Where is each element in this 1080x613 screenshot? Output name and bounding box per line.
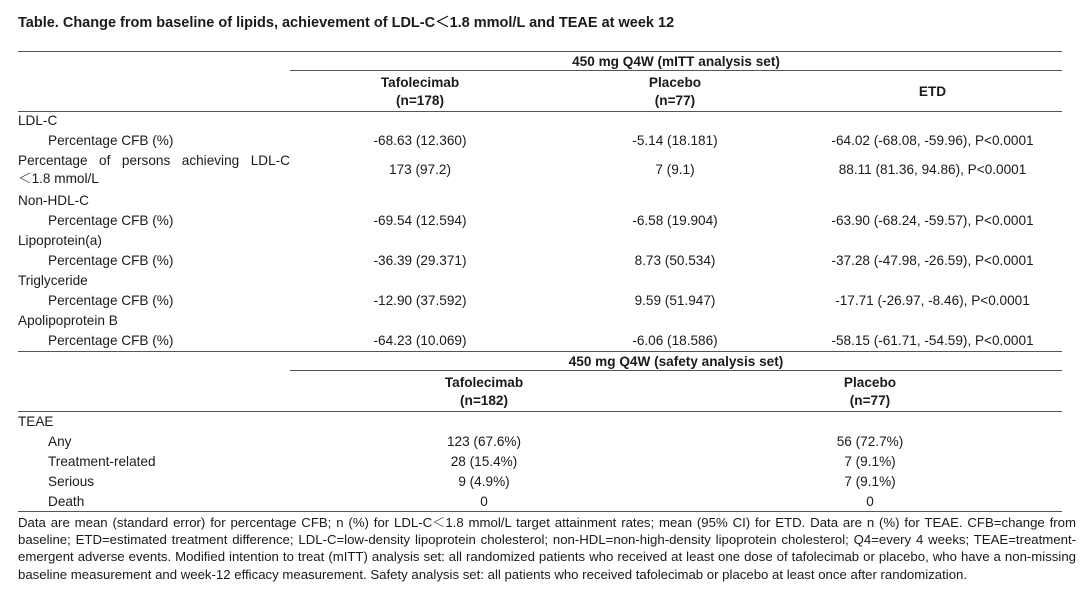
row-label-teae: TEAE: [18, 414, 54, 429]
table-cell: -69.54 (12.594): [373, 213, 467, 228]
table-cell: 56 (72.7%): [836, 434, 904, 449]
row-label: Any: [48, 434, 72, 449]
table-cell: -17.71 (-26.97, -8.46), P<0.0001: [835, 293, 1030, 308]
table-cell: 28 (15.4%): [450, 454, 518, 469]
row-label: Death: [48, 494, 85, 509]
table-title: Table. Change from baseline of lipids, achievement of LDL-C＜1.8 mmol/L and TEAE at week 12: [18, 15, 675, 31]
row-label-lipoprotein-a: Lipoprotein(a): [18, 233, 102, 248]
table-cell: -6.06 (18.586): [632, 333, 718, 348]
row-label: Percentage CFB (%): [48, 293, 174, 308]
table-cell: -64.02 (-68.08, -59.96), P<0.0001: [831, 133, 1034, 148]
column-header-tafolecimab-n: (n=178): [396, 93, 444, 108]
table-cell: -5.14 (18.181): [632, 133, 718, 148]
table-cell: -6.58 (19.904): [632, 213, 718, 228]
row-label: Percentage CFB (%): [48, 333, 174, 348]
table-cell: -68.63 (12.360): [373, 133, 467, 148]
table-cell: 0: [480, 494, 488, 509]
table-cell: -12.90 (37.592): [373, 293, 467, 308]
table-cell: -36.39 (29.371): [373, 253, 467, 268]
row-label-apolipoprotein-b: Apolipoprotein B: [18, 313, 118, 328]
column-header-etd: ETD: [918, 84, 947, 99]
table-footnote: Data are mean (standard error) for percentage CFB; n (%) for LDL-C＜1.8 mmol/L target attainment rates; mean (95% CI) for ETD. Data are n (%) for TEAE. CFB=change from baseline; ETD=estimated treatment difference; LDL-C=low-density lipoprotein cholesterol; non-HDL=non-high-density lipoprotein cholesterol; Q4=every 4 weeks; TEAE=treatment-emergent adverse events. Modified intention to treat (mITT) analysis set: all randomized patients who received at least one dose of tafolecimab or placebo, who have a non-missing baseline measurement and week-12 efficacy measurement. Safety analysis set: all patients who received tafolecimab or placebo at least once after randomization.: [18, 515, 1076, 582]
row-label-non-hdl-c: Non-HDL-C: [18, 193, 90, 208]
table-cell: 0: [866, 494, 874, 509]
table-cell: 173 (97.2): [389, 162, 451, 177]
column-header-tafolecimab: Tafolecimab: [380, 75, 460, 90]
efficacy-header-rule: [18, 111, 1062, 112]
row-label: Treatment-related: [48, 454, 156, 469]
table-cell: 7 (9.1%): [844, 474, 896, 489]
row-label: Percentage CFB (%): [48, 133, 174, 148]
row-label-triglyceride: Triglyceride: [18, 273, 88, 288]
table-cell: 7 (9.1%): [844, 454, 896, 469]
safety-group-rule: [290, 370, 1062, 371]
table-cell: 9.59 (51.947): [634, 293, 716, 308]
safety-top-rule: [18, 351, 1062, 352]
table-cell: -64.23 (10.069): [373, 333, 467, 348]
safety-group-header: 450 mg Q4W (safety analysis set): [568, 354, 784, 369]
row-label: Percentage CFB (%): [48, 253, 174, 268]
table-cell: 123 (67.6%): [446, 434, 522, 449]
table-cell: 7 (9.1): [655, 162, 695, 177]
bottom-rule: [18, 511, 1062, 512]
table-cell: 9 (4.9%): [458, 474, 510, 489]
row-label: Percentage CFB (%): [48, 213, 174, 228]
table-cell: -63.90 (-68.24, -59.57), P<0.0001: [831, 213, 1034, 228]
safety-column-header-placebo: Placebo: [843, 375, 897, 390]
row-label: Percentage of persons achieving LDL-C: [18, 153, 290, 168]
safety-column-header-tafolecimab: Tafolecimab: [444, 375, 524, 390]
column-header-placebo: Placebo: [648, 75, 702, 90]
safety-column-header-tafolecimab-n: (n=182): [460, 393, 508, 408]
safety-header-rule: [18, 411, 1062, 412]
table-cell: -37.28 (-47.98, -26.59), P<0.0001: [831, 253, 1034, 268]
row-label-line2: ＜1.8 mmol/L: [18, 171, 99, 186]
column-header-placebo-n: (n=77): [654, 93, 696, 108]
row-label-ldl-c: LDL-C: [18, 113, 58, 128]
efficacy-group-header: 450 mg Q4W (mITT analysis set): [572, 54, 780, 69]
table-cell: -58.15 (-61.71, -54.59), P<0.0001: [831, 333, 1034, 348]
top-rule: [18, 51, 1062, 52]
table-cell: 8.73 (50.534): [634, 253, 716, 268]
row-label: Serious: [48, 474, 95, 489]
table-cell: 88.11 (81.36, 94.86), P<0.0001: [838, 162, 1027, 177]
safety-column-header-placebo-n: (n=77): [849, 393, 891, 408]
efficacy-group-rule: [290, 70, 1062, 71]
